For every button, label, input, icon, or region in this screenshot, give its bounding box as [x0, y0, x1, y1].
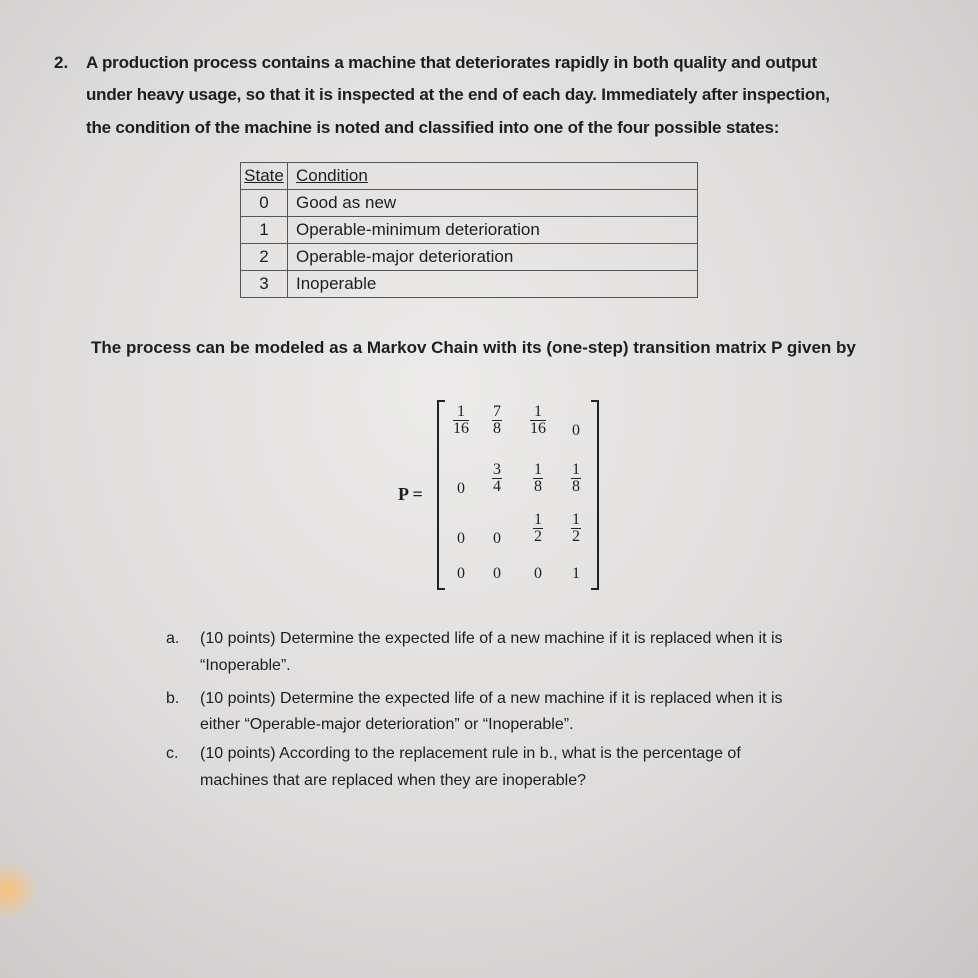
fraction-numerator: 1 [534, 511, 542, 528]
fraction-numerator: 1 [534, 461, 542, 478]
state-cell: 2 [241, 244, 288, 271]
part-c-text-line-1: (10 points) According to the replacement rule in b., what is the percentage of [200, 745, 741, 762]
fraction-numerator: 3 [493, 461, 501, 478]
part-a-label: a. [166, 630, 180, 647]
question-text-line-3: the condition of the machine is noted and classified into one of the four possible states: [86, 118, 780, 137]
matrix-entry [484, 404, 510, 438]
header-state: State [241, 163, 288, 190]
question-number: 2. [54, 53, 69, 72]
part-a-text-line-1: (10 points) Determine the expected life of a new machine if it is replaced when it is [200, 630, 783, 647]
matrix-entry [484, 530, 510, 548]
matrix-value: 1 [572, 565, 580, 582]
fraction-denominator: 8 [493, 420, 501, 437]
question-text-line-2: under heavy usage, so that it is inspected at the end of each day. Immediately after inspection, [86, 85, 830, 104]
matrix-entry [563, 422, 589, 440]
table-row [241, 271, 698, 298]
fraction [492, 462, 502, 495]
fraction-numerator: 1 [530, 404, 546, 421]
matrix-entry [563, 565, 589, 583]
table-header-row [241, 163, 698, 190]
part-a [166, 630, 783, 648]
matrix-value: 0 [457, 480, 465, 497]
matrix-right-bracket [591, 400, 599, 590]
fraction-denominator: 2 [534, 528, 542, 545]
fraction-numerator: 1 [453, 404, 469, 421]
fraction [571, 462, 581, 495]
fraction [453, 404, 469, 437]
state-cell: 3 [241, 271, 288, 298]
fraction [571, 512, 581, 545]
matrix-value: 0 [457, 565, 465, 582]
condition-cell: Operable-major deterioration [288, 244, 698, 271]
matrix-value: 0 [493, 565, 501, 582]
table-row [241, 217, 698, 244]
matrix-value: 0 [572, 422, 580, 439]
matrix-entry [448, 530, 474, 548]
transition-matrix [437, 400, 599, 588]
condition-cell: Good as new [288, 190, 698, 217]
states-table [240, 162, 698, 298]
question-text-line-1: A production process contains a machine that deteriorates rapidly in both quality and output [86, 53, 817, 72]
finger-smudge [0, 860, 40, 920]
condition-cell: Operable-minimum deterioration [288, 217, 698, 244]
fraction-numerator: 1 [572, 461, 580, 478]
fraction [492, 404, 502, 437]
fraction [530, 404, 546, 437]
matrix-entry [525, 512, 551, 546]
table-row [241, 190, 698, 217]
fraction-denominator: 8 [534, 478, 542, 495]
part-c-label: c. [166, 745, 179, 762]
part-b-label: b. [166, 690, 180, 707]
matrix-entry [448, 480, 474, 498]
model-description: The process can be modeled as a Markov Chain with its (one-step) transition matrix P given by [91, 338, 856, 357]
matrix-label: P = [398, 484, 423, 504]
part-a-line-2: “Inoperable”. [200, 657, 291, 674]
fraction-numerator: 7 [493, 403, 501, 420]
part-b [166, 690, 783, 708]
state-cell: 0 [241, 190, 288, 217]
matrix-value: 0 [457, 530, 465, 547]
state-cell: 1 [241, 217, 288, 244]
matrix-value: 0 [493, 530, 501, 547]
matrix-entry [448, 404, 474, 438]
part-c [166, 745, 741, 763]
matrix-entry [448, 565, 474, 583]
matrix-value: 0 [534, 565, 542, 582]
fraction-denominator: 16 [530, 420, 546, 437]
condition-cell: Inoperable [288, 271, 698, 298]
header-condition: Condition [288, 163, 698, 190]
part-b-line-2: either “Operable-major deterioration” or “Inoperable”. [200, 716, 574, 733]
matrix-entry [563, 512, 589, 546]
fraction [533, 512, 543, 545]
matrix-left-bracket [437, 400, 445, 590]
part-b-text-line-1: (10 points) Determine the expected life of a new machine if it is replaced when it is [200, 690, 783, 707]
fraction [533, 462, 543, 495]
matrix-entry [563, 462, 589, 496]
matrix-entry [525, 565, 551, 583]
fraction-denominator: 8 [572, 478, 580, 495]
part-c-line-2: machines that are replaced when they are inoperable? [200, 772, 587, 789]
fraction-denominator: 2 [572, 528, 580, 545]
matrix-entry [484, 565, 510, 583]
fraction-denominator: 4 [493, 478, 501, 495]
matrix-entry [484, 462, 510, 496]
fraction-numerator: 1 [572, 511, 580, 528]
matrix-entry [525, 404, 551, 438]
matrix-entry [525, 462, 551, 496]
fraction-denominator: 16 [453, 420, 469, 437]
table-row [241, 244, 698, 271]
